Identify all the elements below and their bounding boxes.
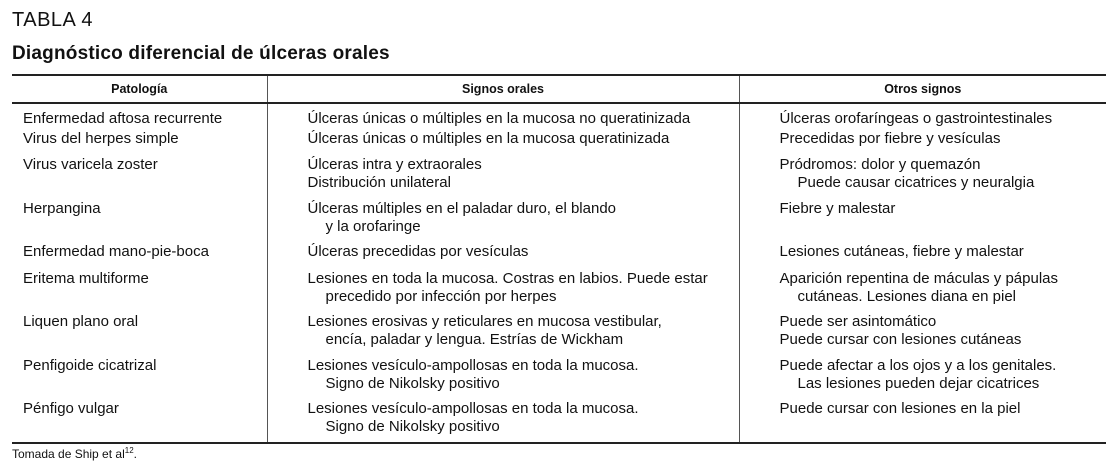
signos-orales-line: Distribución unilateral [307, 173, 451, 191]
cell-patologia [12, 103, 267, 129]
patologia-name: Pénfigo vulgar [23, 400, 119, 417]
otros-signos-line: Úlceras orofaríngeas o gastrointestinales [779, 110, 1053, 127]
cell-patologia [12, 155, 267, 199]
cell-patologia [12, 312, 267, 356]
patologia-name: Penfigoide cicatrizal [23, 357, 157, 374]
table-label: TABLA 4 [12, 9, 93, 31]
otros-signos-line: Puede afectar a los ojos y a los genitales. [779, 357, 1057, 374]
cell-otros-signos [739, 242, 1106, 269]
table-body [12, 103, 1106, 443]
cell-otros-signos [739, 356, 1106, 399]
signos-orales-line: Úlceras intra y extraorales [307, 156, 482, 173]
cell-otros-signos [739, 103, 1106, 129]
patologia-name: Enfermedad aftosa recurrente [23, 110, 223, 127]
cell-signos-orales [267, 356, 739, 399]
table-header-row [12, 75, 1106, 103]
signos-orales-line: Lesiones en toda la mucosa. Costras en labios. Puede estar [307, 270, 708, 287]
cell-patologia [12, 129, 267, 155]
signos-orales-line: Lesiones erosivas y reticulares en mucosa vestibular, [307, 313, 662, 330]
cell-signos-orales [267, 155, 739, 199]
cell-otros-signos [739, 399, 1106, 443]
signos-orales-line: y la orofaringe [325, 217, 421, 235]
cell-signos-orales [267, 199, 739, 242]
table-row [12, 269, 1106, 312]
cell-signos-orales [267, 399, 739, 443]
patologia-name: Eritema multiforme [23, 270, 149, 287]
patologia-name: Virus varicela zoster [23, 156, 158, 173]
table-row [12, 356, 1106, 399]
table-row [12, 312, 1106, 356]
cell-signos-orales [267, 129, 739, 155]
signos-orales-line: Úlceras múltiples en el paladar duro, el blando [307, 200, 617, 217]
otros-signos-line: Las lesiones pueden dejar cicatrices [797, 374, 1040, 392]
cell-otros-signos [739, 269, 1106, 312]
signos-orales-line: encía, paladar y lengua. Estrías de Wickham [325, 330, 624, 348]
cell-patologia [12, 269, 267, 312]
signos-orales-line: Lesiones vesículo-ampollosas en toda la mucosa. [307, 400, 639, 417]
column-header-otros-signos: Otros signos [739, 75, 1106, 103]
cell-signos-orales [267, 269, 739, 312]
signos-orales-line: Úlceras únicas o múltiples en la mucosa queratinizada [307, 130, 670, 147]
table-row [12, 242, 1106, 269]
otros-signos-line: Precedidas por fiebre y vesículas [779, 130, 1001, 147]
cell-otros-signos [739, 155, 1106, 199]
otros-signos-line: Aparición repentina de máculas y pápulas [779, 270, 1059, 287]
patologia-name: Herpangina [23, 200, 101, 217]
otros-signos-line: Pródromos: dolor y quemazón [779, 156, 981, 173]
otros-signos-line: Puede cursar con lesiones en la piel [779, 400, 1021, 417]
table-row [12, 103, 1106, 129]
cell-patologia [12, 199, 267, 242]
column-header-signos-orales: Signos orales [267, 75, 739, 103]
cell-patologia [12, 399, 267, 443]
signos-orales-line: precedido por infección por herpes [325, 287, 557, 305]
patologia-name: Virus del herpes simple [23, 130, 179, 147]
signos-orales-line: Signo de Nikolsky positivo [325, 417, 500, 435]
signos-orales-line: Signo de Nikolsky positivo [325, 374, 500, 392]
table-row [12, 399, 1106, 443]
otros-signos-line: Puede causar cicatrices y neuralgia [797, 173, 1035, 191]
table-source-note [12, 447, 137, 461]
cell-signos-orales [267, 242, 739, 269]
cell-otros-signos [739, 129, 1106, 155]
signos-orales-line: Úlceras únicas o múltiples en la mucosa no queratinizada [307, 110, 691, 127]
table-row [12, 155, 1106, 199]
source-end: . [133, 447, 137, 461]
cell-otros-signos [739, 199, 1106, 242]
column-header-patologia: Patología [12, 75, 267, 103]
source-text: Tomada de Ship et al [12, 447, 125, 461]
patologia-name: Liquen plano oral [23, 313, 139, 330]
otros-signos-line: Fiebre y malestar [779, 200, 896, 217]
signos-orales-line: Úlceras precedidas por vesículas [307, 243, 529, 260]
cell-patologia [12, 242, 267, 269]
cell-signos-orales [267, 312, 739, 356]
table-row [12, 129, 1106, 155]
signos-orales-line: Lesiones vesículo-ampollosas en toda la mucosa. [307, 357, 639, 374]
cell-otros-signos [739, 312, 1106, 356]
otros-signos-line: Lesiones cutáneas, fiebre y malestar [779, 243, 1024, 260]
differential-diagnosis-table [12, 74, 1106, 444]
table-title: Diagnóstico diferencial de úlceras orales [12, 43, 390, 64]
cell-patologia [12, 356, 267, 399]
table-container [12, 74, 1106, 444]
cell-signos-orales [267, 103, 739, 129]
otros-signos-line: Puede ser asintomático [779, 313, 937, 330]
patologia-name: Enfermedad mano-pie-boca [23, 243, 209, 260]
otros-signos-line: Puede cursar con lesiones cutáneas [779, 330, 1022, 348]
table-row [12, 199, 1106, 242]
otros-signos-line: cutáneas. Lesiones diana en piel [797, 287, 1016, 305]
source-reference: 12 [124, 446, 134, 455]
